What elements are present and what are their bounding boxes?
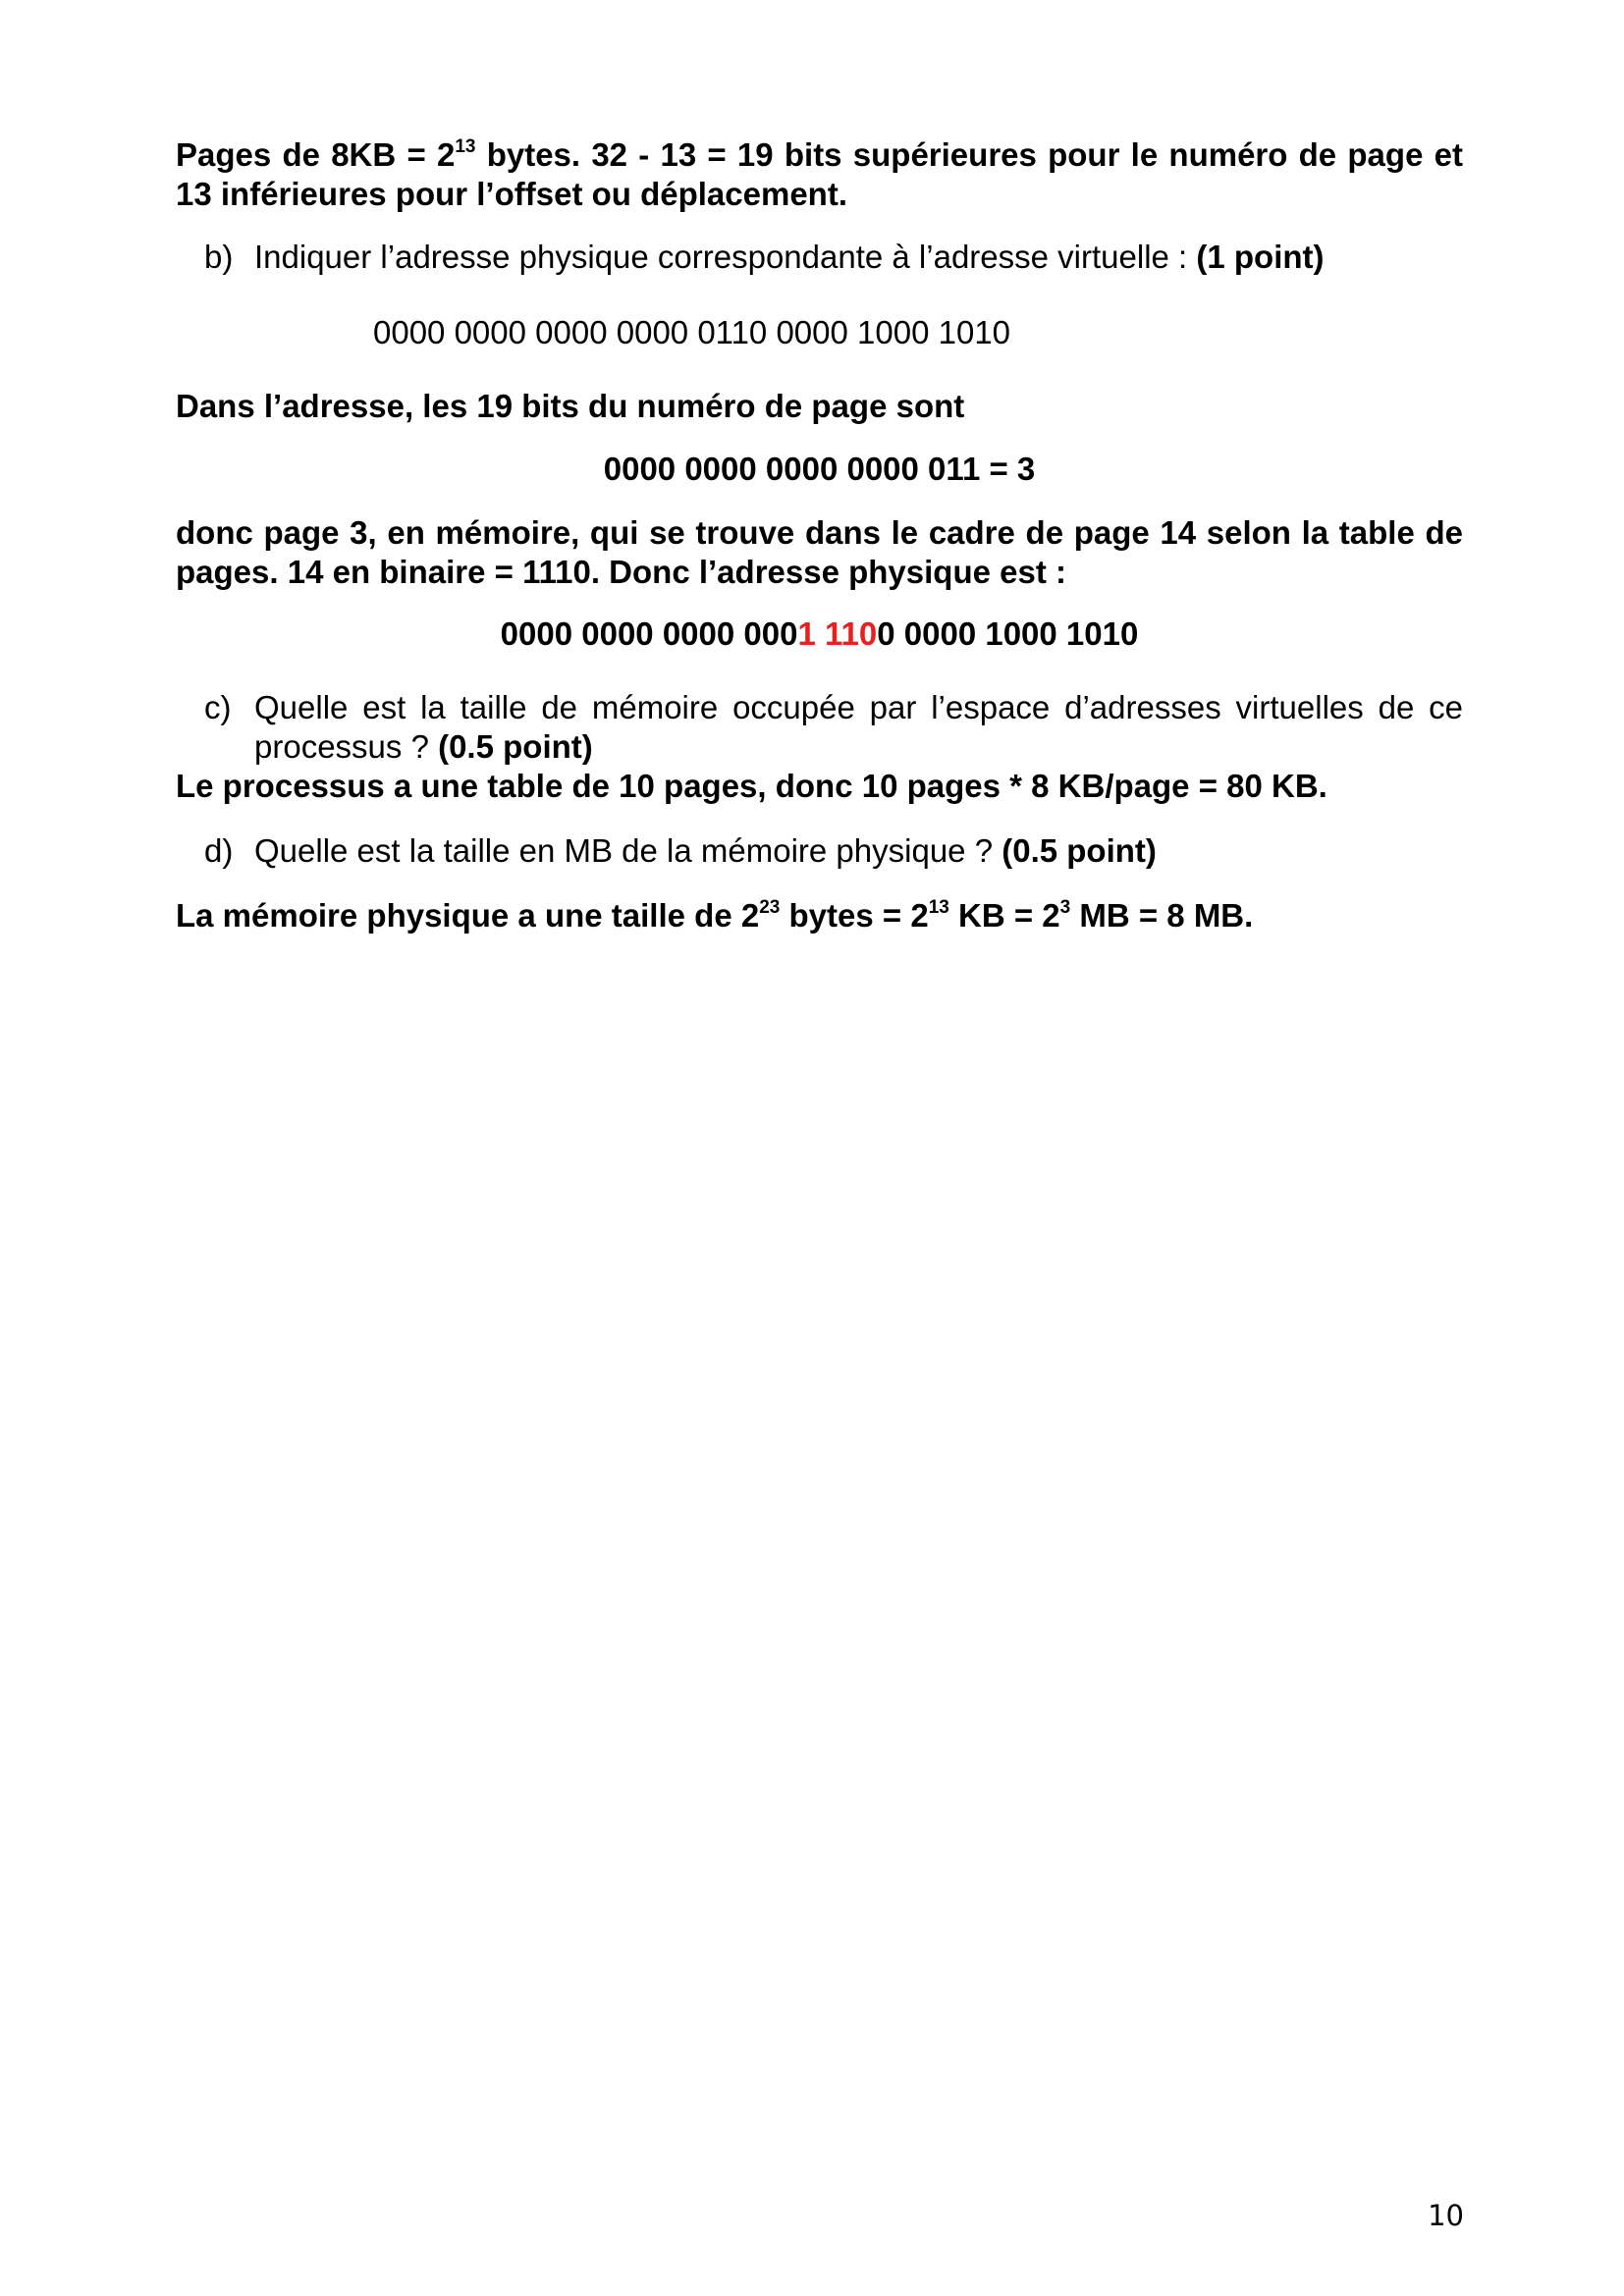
question-b: [176, 238, 1463, 277]
answer-d-exponent-2: 13: [928, 897, 949, 918]
document-page: [176, 135, 1463, 935]
question-c: [176, 688, 1463, 767]
question-d-points: (0.5 point): [1001, 832, 1157, 869]
page-size-exponent: 13: [455, 136, 476, 157]
answer-d-exponent-3: 3: [1059, 897, 1071, 918]
paragraph-frame: donc page 3, en mémoire, qui se trouve dans le cadre de page 14 selon la table de pages. 14 en binaire = 1110. Donc l’adresse physique est :: [176, 514, 1463, 590]
question-c-text: Quelle est la taille de mémoire occupée par l’espace d’adresses virtuelles de ce processus ?: [254, 689, 1463, 765]
answer-c: Le processus a une table de 10 pages, donc 10 pages * 8 KB/page = 80 KB.: [176, 768, 1327, 804]
question-d-marker: d): [204, 832, 234, 869]
question-c-marker: c): [204, 689, 232, 725]
question-b-points: (1 point): [1196, 239, 1325, 275]
answer-d: [176, 896, 1463, 935]
physical-address: [176, 614, 1463, 654]
page-size-text-a: Pages de 8KB = 2: [176, 136, 456, 173]
page-bits-value: 0000 0000 0000 0000 011 = 3: [603, 451, 1036, 487]
physical-address-post: 0 0000 1000 1010: [877, 615, 1139, 652]
paragraph-page-size: [176, 135, 1463, 214]
answer-d-text-c: KB = 2: [948, 897, 1060, 934]
virtual-address: 0000 0000 0000 0000 0110 0000 1000 1010: [373, 314, 1011, 350]
answer-d-text-a: La mémoire physique a une taille de 2: [176, 897, 760, 934]
question-b-text: Indiquer l’adresse physique correspondante à l’adresse virtuelle :: [254, 239, 1197, 275]
answer-d-text-b: bytes = 2: [780, 897, 929, 934]
paragraph-page-bits: Dans l’adresse, les 19 bits du numéro de page sont: [176, 388, 965, 424]
page-size-text-b: bytes. 32 - 13 = 19 bits supérieures pour le numéro de page et 13 inférieures pour l’offset ou déplacement.: [176, 136, 1463, 212]
question-d-text: Quelle est la taille en MB de la mémoire physique ?: [254, 832, 1002, 869]
question-b-marker: b): [204, 239, 234, 275]
answer-d-exponent-1: 23: [759, 897, 781, 918]
question-c-points: (0.5 point): [438, 728, 593, 765]
physical-address-frame-bits: 1 110: [797, 615, 878, 652]
question-d: [176, 831, 1463, 871]
answer-d-text-d: MB = 8 MB.: [1070, 897, 1254, 934]
page-number: 10: [1428, 2199, 1464, 2232]
physical-address-pre: 0000 0000 0000 000: [500, 615, 798, 652]
